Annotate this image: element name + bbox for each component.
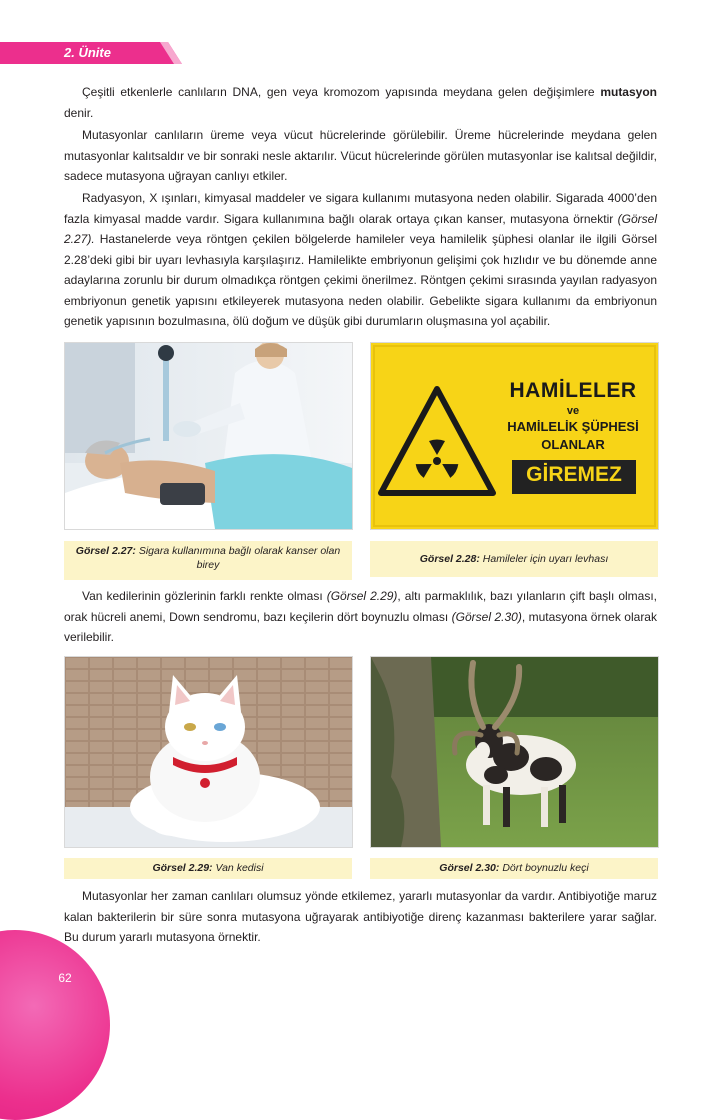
page-number: 62 [58, 971, 72, 985]
text-span: Çeşitli etkenlerle canlıların DNA, gen veya kromozom yapısında meydana gelen değişimlere [82, 85, 601, 99]
figure-reference: (Görsel 2.27). [64, 211, 657, 246]
unit-label: 2. Ünite [64, 45, 111, 60]
text-span: Mutasyonlar her zaman canlıları olumsuz yönde etkilemez, yararlı mutasyonlar da vardır. Antibiyotiğe maruz kalan bakterilerin bir süre sonra mutasyona uğrayarak antibiyotiğe direnç kazanması bakterilere yarar sağlar. Bu durum yararlı mutasyona örnektir. [64, 889, 657, 944]
caption-text: Van kedisi [212, 862, 264, 874]
unit-tab [0, 42, 182, 64]
sign-line-suphesi: HAMİLELİK ŞÜPHESİ [507, 419, 639, 434]
figure-2-30-image [370, 656, 659, 848]
paragraph-examples [64, 586, 657, 648]
text-span: Radyasyon, X ışınları, kimyasal maddeler ve sigara kullanımı mutasyona neden olabilir. Sigarada 4000’den fazla kimyasal madde vardır. Sigara kullanımına bağlı olarak ortaya çıkan kanser, mutasyona örnektir [64, 191, 657, 226]
caption-text: Sigara kullanımına bağlı olarak kanser olan birey [135, 545, 341, 571]
paragraph-beneficial [64, 886, 657, 948]
hospital-patient-illustration [65, 343, 352, 529]
text-span: , mutasyona örnek olarak verilebilir. [64, 609, 657, 644]
figure-2-29-image [64, 656, 353, 848]
figure-reference: (Görsel 2.29) [326, 589, 398, 603]
sign-line-olanlar: OLANLAR [541, 437, 605, 452]
text-span: , altı parmaklılık, bazı yılanların çift başlı olması, orak hücreli anemi, Down sendromu, bazı keçilerin dört boynuzlu olması [64, 589, 658, 624]
figure-2-28-image [370, 342, 659, 530]
paragraph-definition [64, 82, 657, 123]
sign-line-hamileler: HAMİLELER [509, 379, 637, 402]
four-horned-goat-illustration [371, 657, 658, 847]
caption-text: Hamileler için uyarı levhası [479, 553, 609, 565]
text-span: denir. [64, 105, 94, 120]
caption-text: Dört boynuzlu keçi [499, 862, 589, 874]
figure-2-28-caption [370, 541, 658, 577]
figure-2-27-caption [64, 541, 352, 580]
figure-2-29-caption [64, 858, 352, 879]
sign-line-giremez: GİREMEZ [526, 463, 622, 486]
text-span: Hastanelerde veya röntgen çekilen bölgelerde hamileler veya hamilelik şüphesi olanlar ile ilgili Görsel 2.28’deki gibi bir uyarı levhasıyla karşılaşırız. Hamilelikte embriyonun gelişimi çok hızlıdır ve bu dönemde anne adaylarına zorunlu bir durum olmadıkça röntgen çekimi önerilmez. Röntgen çekimi sırasında yayılan radyasyon embriyonun genetik yapısını etkileyerek mutasyona neden olabilir. Gebelikte sigara kullanımı da embriyonun genetik yapısının bozulmasına, ölü doğum ve düşük gibi durumların oluşmasına yol açabilir. [64, 232, 657, 328]
paragraph-causes [64, 188, 657, 332]
figure-2-30-caption [370, 858, 658, 879]
sign-line-ve: ve [566, 405, 580, 417]
page-number-circle [0, 930, 110, 1120]
text-span: Van kedilerinin gözlerinin farklı renkte olması [82, 589, 327, 603]
caption-label: Görsel 2.30: [439, 862, 500, 874]
caption-label: Görsel 2.28: [419, 553, 480, 565]
term-mutasyon: mutasyon [600, 85, 657, 99]
text-span: Mutasyonlar canlıların üreme veya vücut hücrelerinde görülebilir. Üreme hücrelerinde meydana gelen mutasyonlar kalıtsaldır ve bir sonraki nesle aktarılır. Vücut hücrelerinde görülen mutasyonlar ise kalıtsal değildir, sadece mutasyona uğrayan canlıyı etkiler. [64, 128, 657, 183]
warning-sign-illustration [371, 343, 658, 529]
paragraph-types [64, 125, 657, 187]
figure-reference: (Görsel 2.30) [451, 609, 522, 624]
caption-label: Görsel 2.27: [75, 545, 136, 557]
caption-label: Görsel 2.29: [152, 862, 213, 874]
figure-2-27-image [64, 342, 353, 530]
van-cat-illustration [65, 657, 352, 847]
